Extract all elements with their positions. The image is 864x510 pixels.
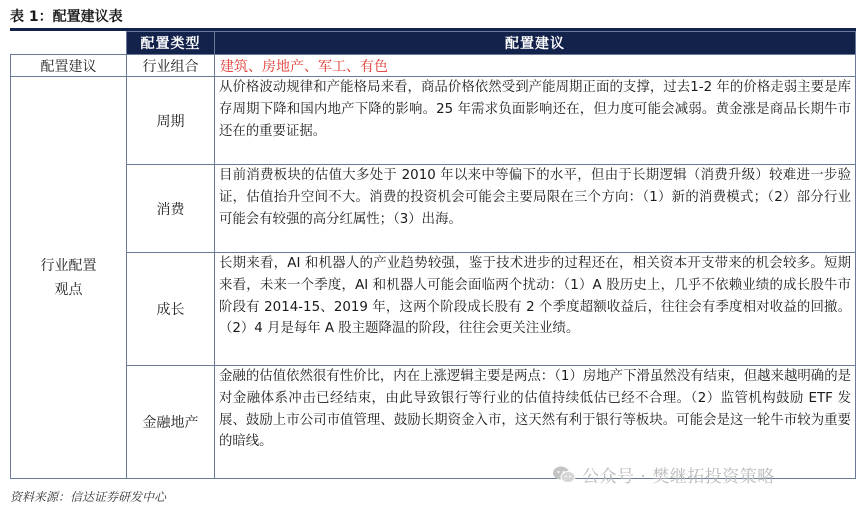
table-caption: 表 1：配置建议表: [10, 9, 123, 25]
category-cell: 消费: [127, 165, 215, 253]
advice-text: 目前消费板块的估值大多处于 2010 年以来中等偏下的水平，但由于长期逻辑（消费升级）较难进一步验证，估值抬升空间不大。消费的投资机会可能会主要局限在三个方向：（1）新的消费模式；（2）部分行业可能会有较强的高分红属性；（3）出海。: [215, 165, 856, 253]
advice-text: 从价格波动规律和产能格局来看，商品价格依然受到产能周期正面的支撑，过去1-2 年的价格走弱主要是库存周期下降和国内地产下降的影响。25 年需求负面影响还在，但力度可能会减弱。黄金涨是商品长期牛市还在的重要证据。: [215, 77, 856, 165]
category-cell: 周期: [127, 77, 215, 165]
source-note: 资料来源：信达证券研发中心: [10, 490, 167, 504]
advice-text: 长期来看，AI 和机器人的产业趋势较强，鉴于技术进步的过程还在，相关资本开支带来的机会较多。短期来看，未来一个季度，AI 和机器人可能会面临两个扰动：（1）A 股历史上，几乎不依赖业绩的成长股牛市阶段有 2014-15、2019 年，这两个阶段成长股有 2 个季度超额收益后，往往会有季度相对收益的回撤。（2）4 月是每年 A 股主题降温的阶段，往往会更关注业绩。: [215, 253, 856, 366]
summary-row: [11, 55, 856, 77]
wechat-icon: [552, 465, 576, 485]
header-config-type: 配置类型: [127, 32, 215, 55]
table-row: [11, 77, 856, 165]
watermark: [552, 462, 775, 487]
advice-text: 金融的估值依然很有性价比，内在上涨逻辑主要是两点：（1）房地产下滑虽然没有结束，但越来越明确的是对金融体系冲击已经结束，由此导致银行等行业的估值持续低估已经不合理。（2）监管机构鼓励 ETF 发展、鼓励上市公司市值管理、鼓励长期资金入市，这天然有利于银行等板块。可能会是这一轮牛市较为重要的暗线。: [215, 366, 856, 479]
category-cell: 成长: [127, 253, 215, 366]
allocation-table: [10, 31, 856, 479]
summary-value: 建筑、房地产、军工、有色: [215, 55, 856, 77]
watermark-text: 公众号 · 樊继拓投资策略: [582, 467, 775, 487]
header-blank-cell: [11, 32, 127, 55]
table-row: [11, 253, 856, 366]
summary-label: 配置建议: [11, 55, 127, 77]
header-config-advice: 配置建议: [215, 32, 856, 55]
table-row: [11, 165, 856, 253]
summary-sub-label: 行业组合: [127, 55, 215, 77]
group-label-cell: [11, 77, 127, 479]
table-header-row: [11, 32, 856, 55]
group-label: 行业配置 观点: [40, 257, 97, 298]
category-cell: 金融地产: [127, 366, 215, 479]
